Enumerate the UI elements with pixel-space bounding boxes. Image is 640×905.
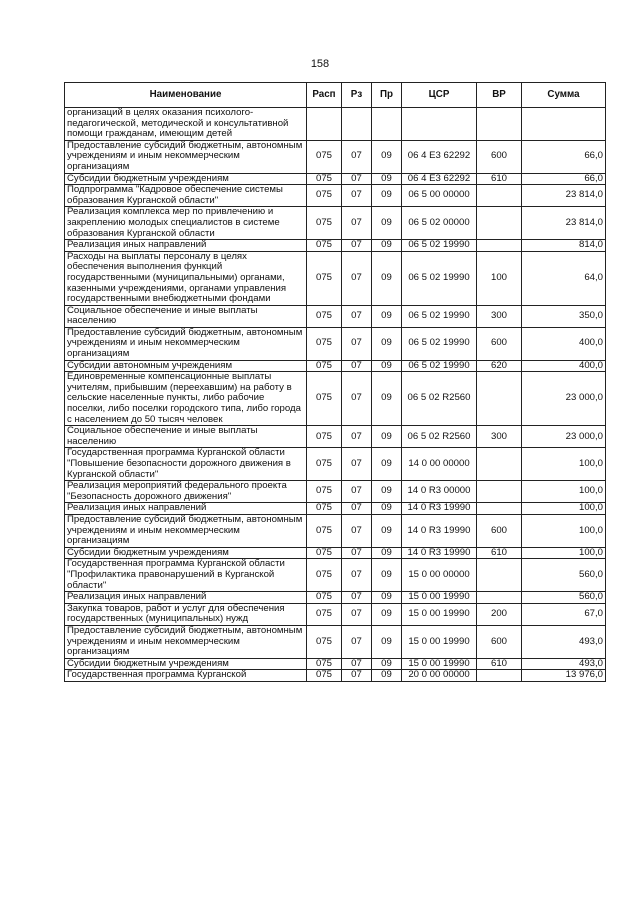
table-row [65, 503, 606, 515]
cell-pr: 09 [372, 670, 402, 682]
table-row [65, 670, 606, 682]
cell-pr: 09 [372, 327, 402, 360]
cell-name: Закупка товаров, работ и услуг для обеспечения государственных (муниципальных) нужд [65, 603, 307, 625]
cell-csr: 06 5 02 19990 [402, 360, 477, 372]
page-number: 158 [310, 58, 330, 70]
cell-csr: 06 5 02 00000 [402, 207, 477, 240]
cell-csr: 06 4 E3 62292 [402, 140, 477, 173]
cell-vr [477, 481, 522, 503]
cell-rasp: 075 [307, 185, 342, 207]
cell-pr: 09 [372, 207, 402, 240]
table-row [65, 547, 606, 559]
table-row [65, 481, 606, 503]
cell-rz: 07 [342, 603, 372, 625]
cell-vr: 600 [477, 625, 522, 658]
cell-rasp: 075 [307, 559, 342, 592]
cell-rz: 07 [342, 503, 372, 515]
cell-csr [402, 108, 477, 141]
cell-name: Реализация комплекса мер по привлечению и закреплению молодых специалистов в системе образования Курганской области [65, 207, 307, 240]
cell-pr: 09 [372, 592, 402, 604]
cell-name: Субсидии бюджетным учреждениям [65, 658, 307, 670]
cell-name: Реализация мероприятий федерального проекта "Безопасность дорожного движения" [65, 481, 307, 503]
cell-rz [342, 108, 372, 141]
cell-vr [477, 448, 522, 481]
cell-vr: 610 [477, 547, 522, 559]
cell-rz: 07 [342, 360, 372, 372]
cell-name: Предоставление субсидий бюджетным, автономным учреждениям и иным некоммерческим организациям [65, 625, 307, 658]
cell-rz: 07 [342, 305, 372, 327]
cell-sum: 23 814,0 [522, 207, 606, 240]
cell-csr: 15 0 00 19990 [402, 625, 477, 658]
cell-sum: 66,0 [522, 140, 606, 173]
cell-rz: 07 [342, 448, 372, 481]
cell-rz: 07 [342, 372, 372, 426]
table-row [65, 514, 606, 547]
cell-rz: 07 [342, 559, 372, 592]
cell-rz: 07 [342, 140, 372, 173]
header-csr: ЦСР [402, 83, 477, 108]
cell-vr: 300 [477, 426, 522, 448]
cell-pr: 09 [372, 372, 402, 426]
cell-sum: 493,0 [522, 625, 606, 658]
cell-csr: 15 0 00 19990 [402, 592, 477, 604]
cell-name: Предоставление субсидий бюджетным, автономным учреждениям и иным некоммерческим организациям [65, 140, 307, 173]
cell-sum: 23 000,0 [522, 372, 606, 426]
cell-rz: 07 [342, 207, 372, 240]
cell-name: организаций в целях оказания психолого-педагогической, методической и консультативной помощи гражданам, имеющим детей [65, 108, 307, 141]
cell-pr: 09 [372, 481, 402, 503]
cell-vr [477, 372, 522, 426]
cell-rasp: 075 [307, 251, 342, 305]
cell-csr: 06 5 02 R2560 [402, 372, 477, 426]
cell-pr: 09 [372, 514, 402, 547]
table-row [65, 140, 606, 173]
cell-vr: 600 [477, 140, 522, 173]
cell-rasp: 075 [307, 426, 342, 448]
cell-sum: 814,0 [522, 240, 606, 252]
cell-pr: 09 [372, 426, 402, 448]
cell-rasp: 075 [307, 372, 342, 426]
cell-sum: 13 976,0 [522, 670, 606, 682]
table-row [65, 108, 606, 141]
cell-rasp: 075 [307, 360, 342, 372]
cell-sum: 560,0 [522, 592, 606, 604]
header-sum: Сумма [522, 83, 606, 108]
cell-sum: 100,0 [522, 514, 606, 547]
cell-csr: 06 5 00 00000 [402, 185, 477, 207]
cell-vr: 620 [477, 360, 522, 372]
cell-vr: 600 [477, 327, 522, 360]
cell-sum: 64,0 [522, 251, 606, 305]
cell-name: Реализация иных направлений [65, 240, 307, 252]
cell-sum: 100,0 [522, 547, 606, 559]
cell-name: Реализация иных направлений [65, 592, 307, 604]
cell-pr [372, 108, 402, 141]
cell-name: Социальное обеспечение и иные выплаты населению [65, 305, 307, 327]
cell-rasp: 075 [307, 207, 342, 240]
cell-rz: 07 [342, 670, 372, 682]
cell-pr: 09 [372, 503, 402, 515]
table-body [65, 108, 606, 682]
budget-table [64, 82, 606, 682]
cell-vr: 600 [477, 514, 522, 547]
cell-sum: 23 814,0 [522, 185, 606, 207]
cell-rasp: 075 [307, 305, 342, 327]
table-row [65, 305, 606, 327]
cell-rasp: 075 [307, 514, 342, 547]
cell-csr: 14 0 R3 19990 [402, 514, 477, 547]
header-name: Наименование [65, 83, 307, 108]
cell-rasp: 075 [307, 240, 342, 252]
cell-pr: 09 [372, 603, 402, 625]
cell-csr: 06 5 02 19990 [402, 240, 477, 252]
table-row [65, 360, 606, 372]
cell-sum: 67,0 [522, 603, 606, 625]
table-header-row [65, 83, 606, 108]
cell-vr: 200 [477, 603, 522, 625]
cell-pr: 09 [372, 625, 402, 658]
cell-pr: 09 [372, 305, 402, 327]
cell-csr: 15 0 00 00000 [402, 559, 477, 592]
header-rz: Рз [342, 83, 372, 108]
cell-rz: 07 [342, 514, 372, 547]
cell-rasp: 075 [307, 625, 342, 658]
cell-rasp: 075 [307, 670, 342, 682]
cell-sum: 493,0 [522, 658, 606, 670]
cell-name: Социальное обеспечение и иные выплаты населению [65, 426, 307, 448]
cell-rasp: 075 [307, 658, 342, 670]
cell-pr: 09 [372, 140, 402, 173]
cell-pr: 09 [372, 360, 402, 372]
cell-name: Единовременные компенсационные выплаты учителям, прибывшим (переехавшим) на работу в сельские населенные пункты, либо рабочие поселки, либо поселки городского типа, либо города с населением до 50 тысяч человек [65, 372, 307, 426]
cell-csr: 14 0 00 00000 [402, 448, 477, 481]
cell-name: Субсидии бюджетным учреждениям [65, 547, 307, 559]
table-row [65, 426, 606, 448]
header-vr: ВР [477, 83, 522, 108]
cell-pr: 09 [372, 240, 402, 252]
table-row [65, 372, 606, 426]
cell-pr: 09 [372, 185, 402, 207]
cell-vr: 100 [477, 251, 522, 305]
cell-rasp: 075 [307, 592, 342, 604]
cell-csr: 06 5 02 R2560 [402, 426, 477, 448]
cell-vr [477, 592, 522, 604]
cell-rasp: 075 [307, 140, 342, 173]
cell-rz: 07 [342, 625, 372, 658]
cell-csr: 06 5 02 19990 [402, 251, 477, 305]
cell-name: Предоставление субсидий бюджетным, автономным учреждениям и иным некоммерческим организациям [65, 514, 307, 547]
cell-rasp [307, 108, 342, 141]
table-row [65, 658, 606, 670]
cell-csr: 06 5 02 19990 [402, 327, 477, 360]
cell-rasp: 075 [307, 173, 342, 185]
cell-name: Предоставление субсидий бюджетным, автономным учреждениям и иным некоммерческим организациям [65, 327, 307, 360]
table-row [65, 448, 606, 481]
cell-name: Субсидии автономным учреждениям [65, 360, 307, 372]
cell-sum: 23 000,0 [522, 426, 606, 448]
cell-rz: 07 [342, 547, 372, 559]
cell-vr [477, 240, 522, 252]
cell-rz: 07 [342, 185, 372, 207]
cell-vr: 300 [477, 305, 522, 327]
cell-rz: 07 [342, 426, 372, 448]
cell-rasp: 075 [307, 547, 342, 559]
cell-vr [477, 185, 522, 207]
cell-rz: 07 [342, 592, 372, 604]
cell-csr: 14 0 R3 19990 [402, 503, 477, 515]
cell-name: Государственная программа Курганской области "Профилактика правонарушений в Курганской области" [65, 559, 307, 592]
cell-pr: 09 [372, 251, 402, 305]
cell-sum: 400,0 [522, 327, 606, 360]
header-rasp: Расп [307, 83, 342, 108]
cell-sum: 560,0 [522, 559, 606, 592]
cell-name: Субсидии бюджетным учреждениям [65, 173, 307, 185]
cell-rz: 07 [342, 173, 372, 185]
cell-sum: 100,0 [522, 481, 606, 503]
cell-name: Государственная программа Курганской области "Повышение безопасности дорожного движения в Курганской области" [65, 448, 307, 481]
cell-csr: 06 5 02 19990 [402, 305, 477, 327]
cell-pr: 09 [372, 658, 402, 670]
table-row [65, 625, 606, 658]
cell-name: Государственная программа Курганской [65, 670, 307, 682]
cell-vr [477, 503, 522, 515]
cell-rz: 07 [342, 658, 372, 670]
cell-csr: 15 0 00 19990 [402, 658, 477, 670]
cell-rasp: 075 [307, 448, 342, 481]
cell-pr: 09 [372, 547, 402, 559]
cell-sum: 100,0 [522, 503, 606, 515]
cell-sum: 100,0 [522, 448, 606, 481]
table-row [65, 207, 606, 240]
cell-rasp: 075 [307, 327, 342, 360]
cell-vr: 610 [477, 658, 522, 670]
table-row [65, 173, 606, 185]
table-row [65, 592, 606, 604]
cell-csr: 15 0 00 19990 [402, 603, 477, 625]
cell-csr: 14 0 R3 19990 [402, 547, 477, 559]
cell-rz: 07 [342, 481, 372, 503]
cell-rz: 07 [342, 251, 372, 305]
cell-name: Расходы на выплаты персоналу в целях обеспечения выполнения функций государственными (муниципальными) органами, казенными учреждениями, органами управления государственными внебюджетными фондами [65, 251, 307, 305]
table-row [65, 327, 606, 360]
cell-vr [477, 670, 522, 682]
cell-name: Реализация иных направлений [65, 503, 307, 515]
cell-pr: 09 [372, 448, 402, 481]
cell-rasp: 075 [307, 481, 342, 503]
cell-sum [522, 108, 606, 141]
cell-pr: 09 [372, 173, 402, 185]
cell-csr: 14 0 R3 00000 [402, 481, 477, 503]
table-row [65, 240, 606, 252]
table-row [65, 185, 606, 207]
cell-rz: 07 [342, 327, 372, 360]
table-row [65, 559, 606, 592]
cell-vr [477, 108, 522, 141]
cell-name: Подпрограмма "Кадровое обеспечение системы образования Курганской области" [65, 185, 307, 207]
header-pr: Пр [372, 83, 402, 108]
cell-sum: 66,0 [522, 173, 606, 185]
cell-rasp: 075 [307, 503, 342, 515]
cell-csr: 06 4 E3 62292 [402, 173, 477, 185]
cell-pr: 09 [372, 559, 402, 592]
cell-vr: 610 [477, 173, 522, 185]
cell-sum: 400,0 [522, 360, 606, 372]
cell-rasp: 075 [307, 603, 342, 625]
table-row [65, 603, 606, 625]
cell-csr: 20 0 00 00000 [402, 670, 477, 682]
cell-sum: 350,0 [522, 305, 606, 327]
cell-vr [477, 207, 522, 240]
cell-vr [477, 559, 522, 592]
table-row [65, 251, 606, 305]
cell-rz: 07 [342, 240, 372, 252]
